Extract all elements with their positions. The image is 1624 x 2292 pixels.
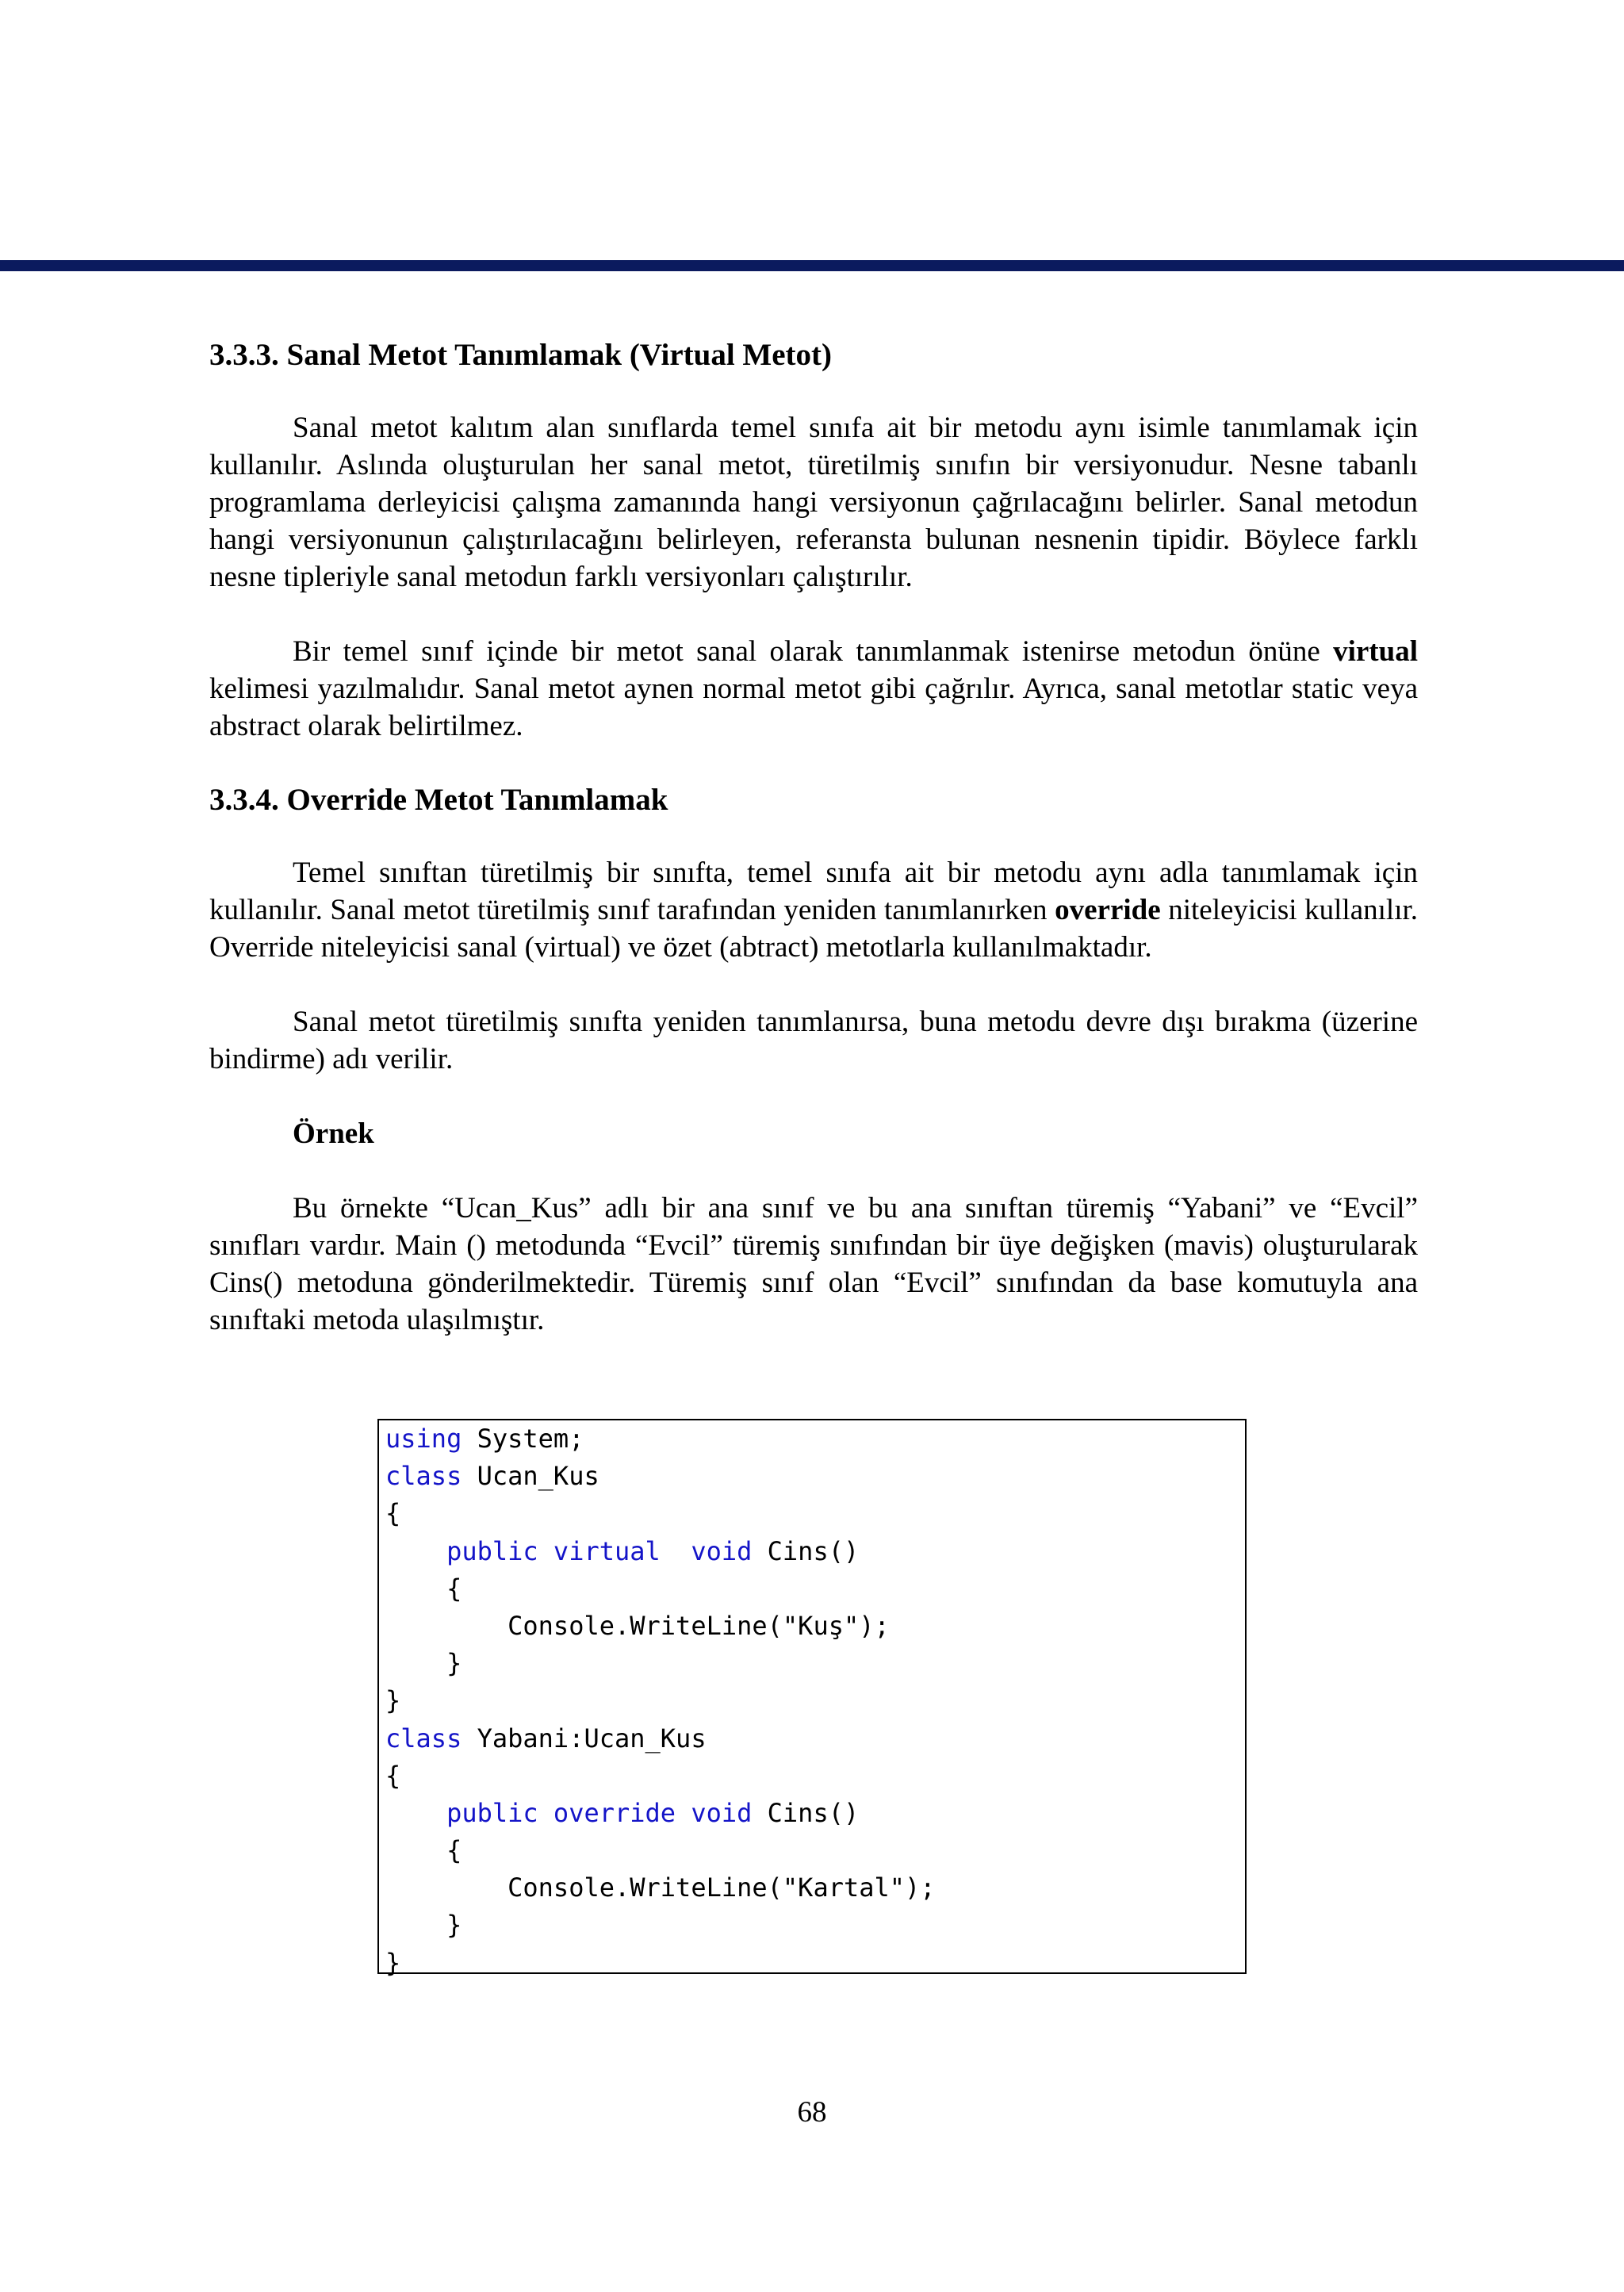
section-heading-virtual: 3.3.3. Sanal Metot Tanımlamak (Virtual Metot) (209, 338, 833, 372)
code-line: Console.WriteLine("Kartal"); (385, 1872, 936, 1903)
section-heading-override: 3.3.4. Override Metot Tanımlamak (209, 783, 668, 817)
code-text: Ucan_Kus (462, 1461, 599, 1492)
code-line: } (385, 1685, 401, 1716)
code-keyword: void (691, 1797, 753, 1828)
code-listing (377, 1419, 1247, 1978)
code-line: { (385, 1498, 401, 1529)
code-line: { (385, 1573, 462, 1604)
code-space (676, 1798, 691, 1828)
code-line: } (385, 1910, 462, 1941)
code-line (385, 1533, 1245, 1570)
code-text: Cins() (752, 1797, 860, 1828)
text-segment: Temel sınıftan türetilmiş bir sınıfta, temel sınıfa ait bir metodu aynı adla tanımlamak için kullanılır. Sanal metot türetilmiş sınıf tarafından yeniden tanımlanırken (209, 857, 1418, 926)
code-line: } (385, 1648, 462, 1679)
code-keyword: public (446, 1797, 538, 1828)
paragraph-override-intro (209, 854, 1418, 966)
keyword-virtual: virtual (1333, 635, 1418, 668)
code-space (538, 1536, 553, 1566)
example-heading: Örnek (293, 1117, 374, 1150)
paragraph-virtual-intro: Sanal metot kalıtım alan sınıflarda temel sınıfa ait bir metodu aynı isimle tanımlamak için kullanılır. Aslında oluşturulan her sanal metot, türetilmiş sınıfın bir versiyonudur. Nesne tabanlı programlama derleyicisi çalışma zamanında hangi versiyonun çağrılacağını belirler. Sanal metodun hangi versiyonunun çalıştırılacağını belirleyen, referansta bulunan nesnenin tipidir. Böylece farklı nesne tipleriyle sanal metodun farklı versiyonları çalıştırılır. (209, 412, 1418, 593)
page-number: 68 (797, 2096, 827, 2129)
code-keyword: override (553, 1797, 676, 1828)
code-line (385, 1420, 1245, 1458)
paragraph-example-description: Bu örnekte “Ucan_Kus” adlı bir ana sınıf ve bu ana sınıftan türemiş “Yabani” ve “Evcil” sınıfları vardır. Main () metodunda “Evcil” türemiş sınıfından bir üye değişken (mavis) oluşturularak Cins() metoduna gönderilmektedir. Türemiş sınıf olan “Evcil” sınıfından da base komutuyla ana sınıftaki metoda ulaşılmıştır. (209, 1192, 1418, 1336)
code-keyword: virtual (553, 1535, 661, 1566)
code-keyword: class (385, 1461, 462, 1492)
code-keyword: class (385, 1723, 462, 1753)
keyword-override: override (1055, 894, 1161, 926)
code-space (538, 1798, 553, 1828)
code-keyword: using (385, 1424, 462, 1454)
text-segment: niteleyicisi kullanılır. Override niteleyicisi sanal (virtual) ve özet (abtract) metotlarla kullanılmaktadır. (209, 894, 1419, 964)
code-line (385, 1795, 1245, 1832)
text-segment: kelimesi yazılmalıdır. Sanal metot aynen normal metot gibi çağrılır. Ayrıca, sanal metotlar static veya abstract olarak belirtilmez. (209, 673, 1418, 742)
code-indent (385, 1798, 446, 1828)
code-indent (385, 1536, 446, 1566)
code-line: { (385, 1835, 462, 1866)
code-line: Console.WriteLine("Kuş"); (385, 1610, 890, 1641)
code-line: } (385, 1947, 401, 1978)
paragraph-override-definition: Sanal metot türetilmiş sınıfta yeniden tanımlanırsa, buna metodu devre dışı bırakma (üzerine bindirme) adı verilir. (209, 1006, 1418, 1075)
code-line (385, 1720, 1245, 1757)
header-rule (0, 260, 1624, 271)
code-text: System; (462, 1424, 584, 1454)
code-keyword: void (691, 1535, 753, 1566)
code-keyword: public (446, 1535, 538, 1566)
code-line (385, 1458, 1245, 1495)
code-text: Yabani:Ucan_Kus (462, 1723, 707, 1753)
paragraph-virtual-keyword (209, 633, 1418, 745)
page-body (209, 333, 1418, 1339)
text-segment: Bir temel sınıf içinde bir metot sanal olarak tanımlanmak istenirse metodun önüne (293, 635, 1334, 668)
code-text: Cins() (752, 1535, 860, 1566)
code-space (661, 1536, 691, 1566)
code-line: { (385, 1760, 401, 1791)
